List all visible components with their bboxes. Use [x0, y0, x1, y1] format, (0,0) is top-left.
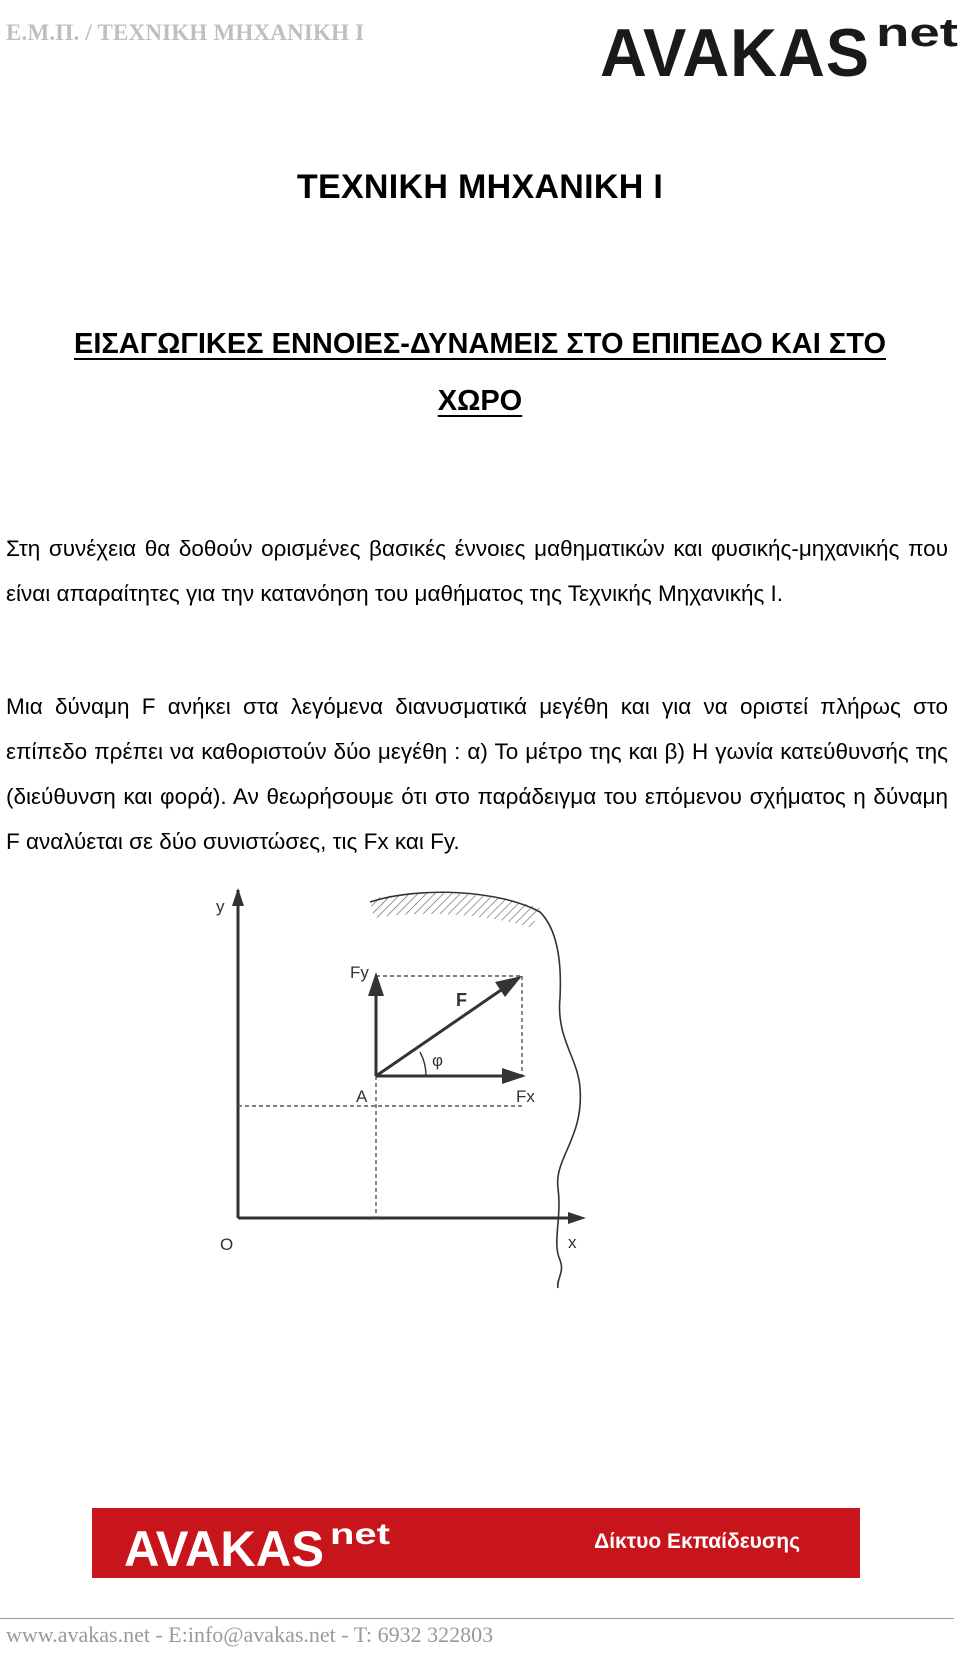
y-axis-label: y [216, 897, 225, 916]
banner-tagline: Δίκτυο Εκπαίδευσης [594, 1530, 800, 1553]
footer-rule [0, 1618, 954, 1619]
banner-logo [124, 1512, 394, 1574]
avakas-logo-text: AVAKAS [600, 15, 870, 86]
x-axis-arrow [568, 1212, 586, 1224]
force-paragraph: Μια δύναμη F ανήκει στα λεγόμενα διανυσματικά μεγέθη και για να οριστεί πλήρως στο επίπεδο πρέπει να καθοριστούν δύο μεγέθη : α) Το μέτρο της και β) Η γωνία κατεύθυνσής της (διεύθυνση και φορά). Αν θεωρήσουμε ότι στο παράδειγμα του επόμενου σχήματος η δύναμη F αναλύεται σε δύο συνιστώσες, τις Fx και Fy. [6, 694, 948, 854]
fy-arrowhead [368, 972, 384, 996]
section-title-line-1: ΕΙΣΑΓΩΓΙΚΕΣ ΕΝΝΟΙΕΣ-ΔΥΝΑΜΕΙΣ ΣΤΟ ΕΠΙΠΕΔΟ ΚΑΙ ΣΤΟ [73, 328, 887, 360]
point-a-label: A [356, 1087, 368, 1106]
footer-contact: www.avakas.net - E:info@avakas.net - T: 6932 322803 [6, 1622, 494, 1647]
body-outline [370, 892, 580, 1288]
force-arrowhead [495, 976, 522, 997]
intro-paragraph: Στη συνέχεια θα δοθούν ορισμένες βασικές έννοιες μαθηματικών και φυσικής-μηχανικής που είναι απαραίτητες για την κατανόηση του μαθήματος της Τεχνικής Μηχανικής Ι. [6, 536, 948, 606]
origin-label: O [220, 1235, 234, 1254]
fx-label: Fx [516, 1087, 535, 1106]
avakas-logo-suffix: net [876, 11, 958, 55]
force-decomposition-figure [160, 888, 740, 1336]
banner-logo-text: AVAKAS [124, 1521, 324, 1574]
header-course-title: Ε.Μ.Π. / ΤΕΧΝΙΚΗ ΜΗΧΑΝΙΚΗ Ι [6, 20, 365, 45]
document-title: ΤΕΧΝΙΚΗ ΜΗΧΑΝΙΚΗ Ι [296, 168, 664, 206]
fy-label: Fy [350, 963, 369, 982]
y-axis-arrow [232, 888, 244, 906]
avakas-banner[interactable] [92, 1508, 860, 1578]
section-title [0, 316, 960, 430]
body-hatching [370, 893, 540, 928]
section-title-line-2: ΧΩΡΟ [437, 385, 523, 417]
avakas-logo [600, 4, 960, 86]
angle-arc [420, 1052, 426, 1076]
banner-logo-suffix: net [330, 1518, 391, 1551]
force-label: F [456, 990, 467, 1010]
angle-label: φ [432, 1051, 444, 1070]
x-axis-label: x [568, 1233, 577, 1252]
